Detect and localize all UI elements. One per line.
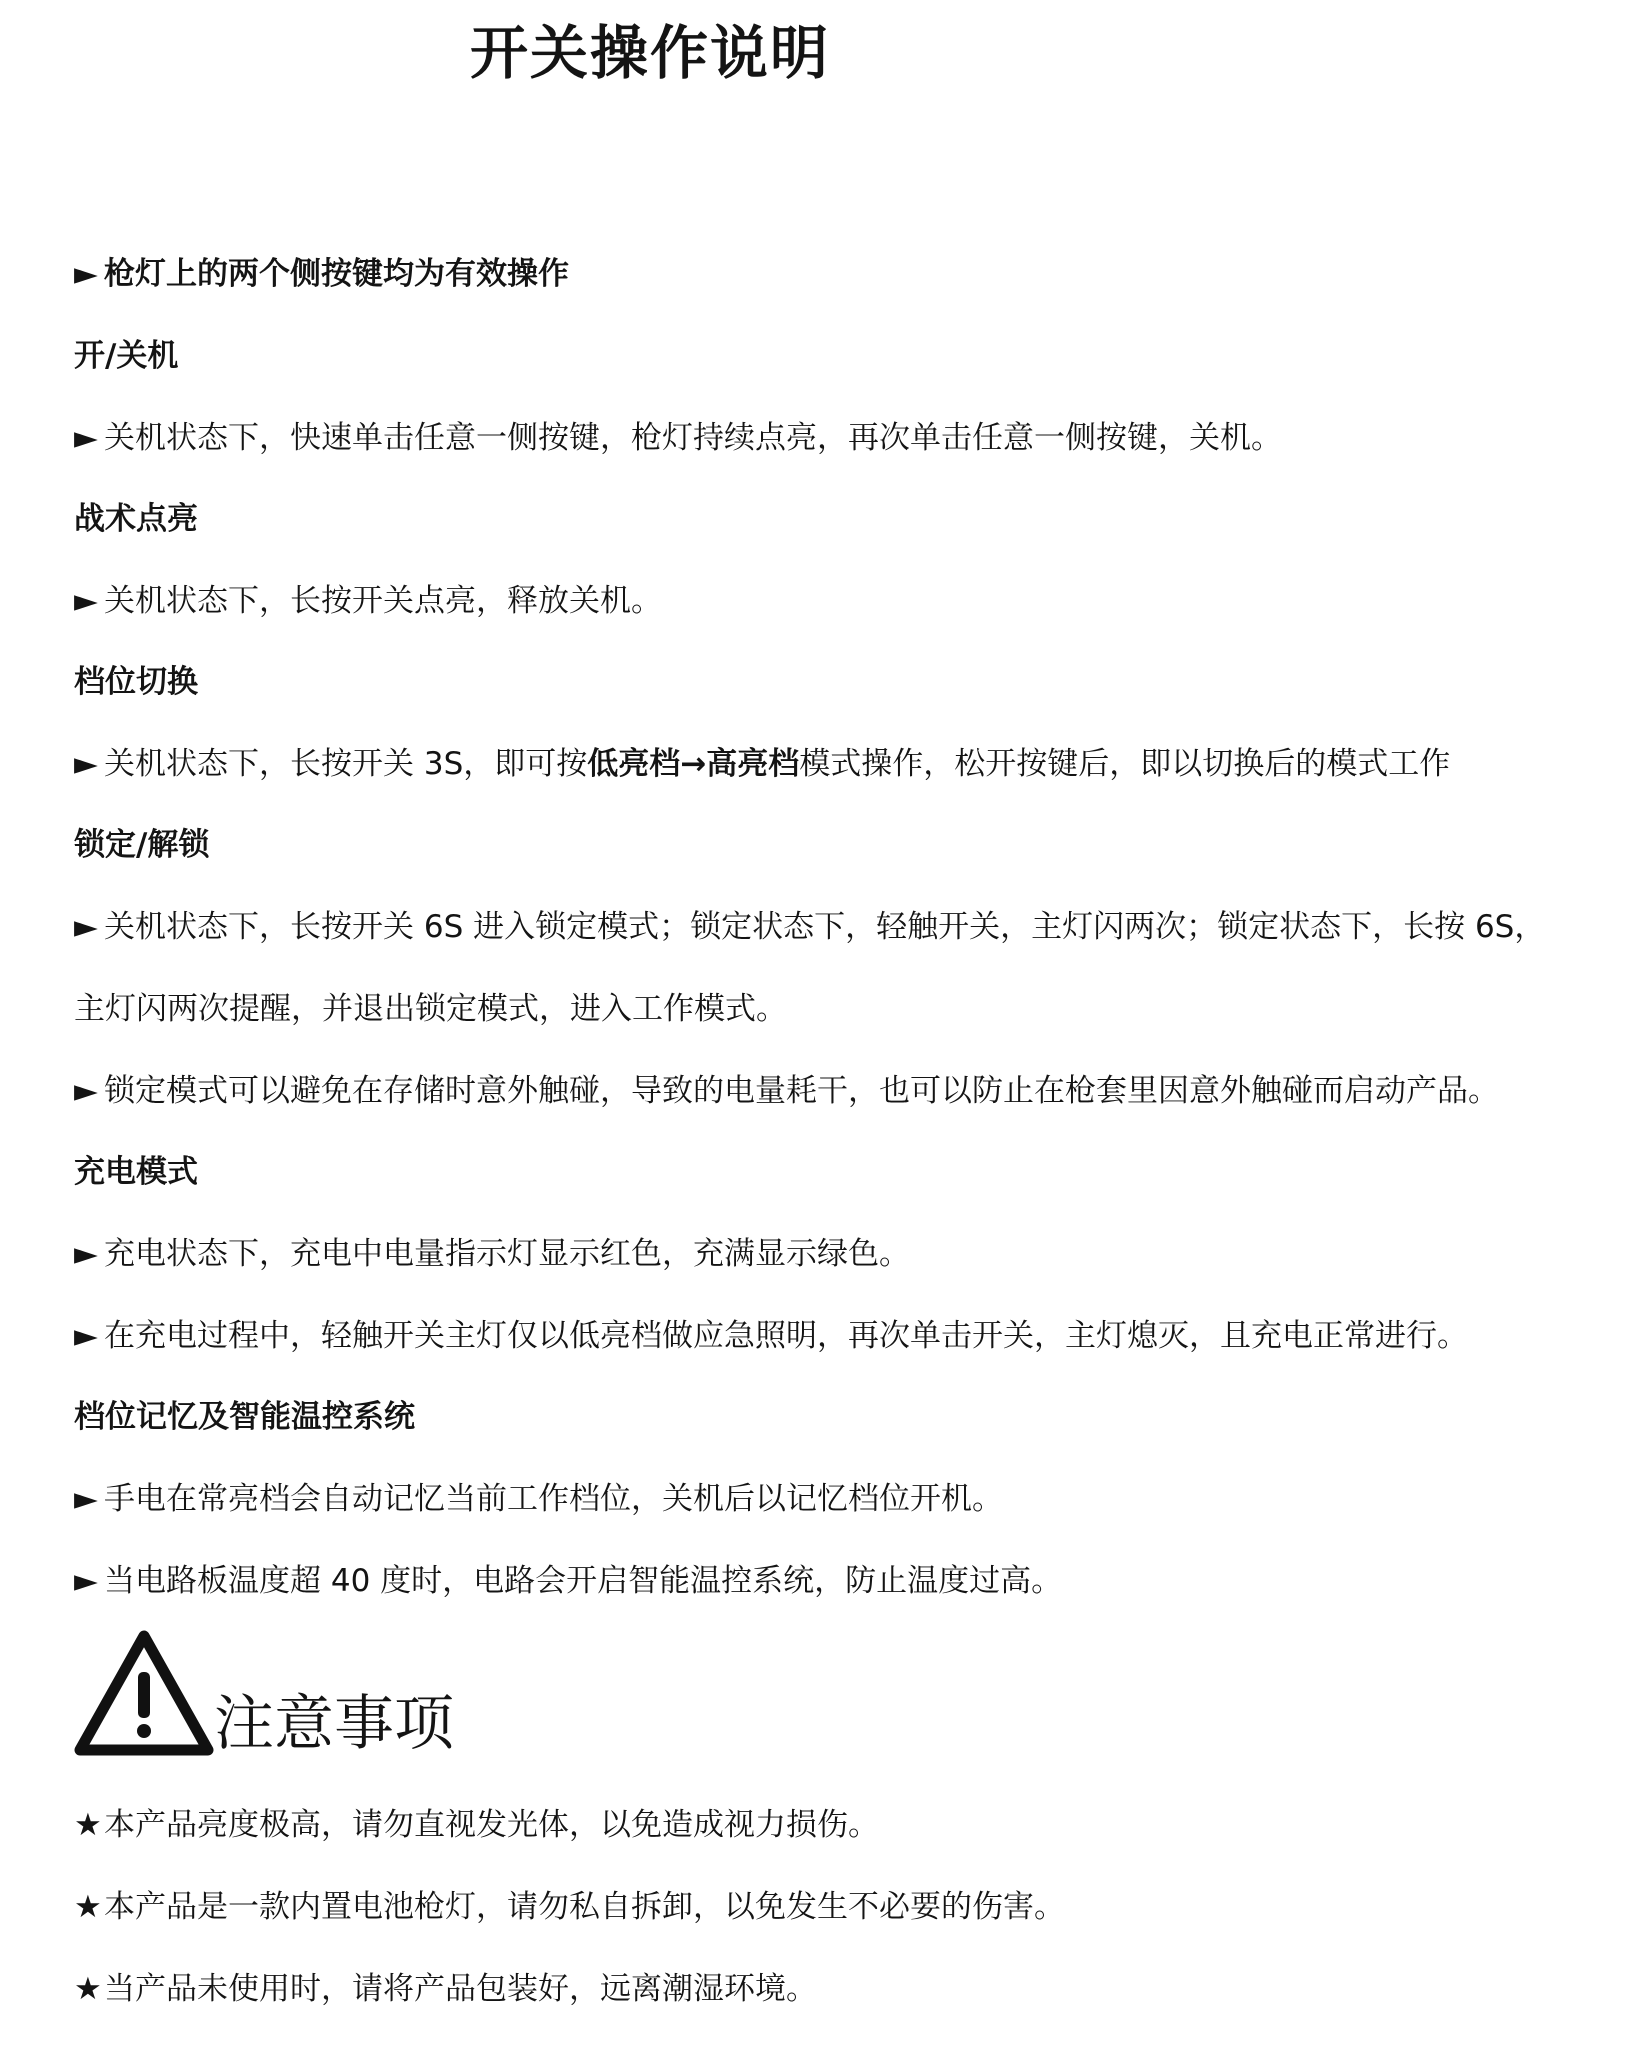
mode-line-1 xyxy=(74,744,1450,784)
bullet-arrow: ► xyxy=(74,256,98,292)
page-title: 开关操作说明 xyxy=(469,19,830,87)
bullet-arrow: ► xyxy=(74,420,98,456)
section-heading-charge: 充电模式 xyxy=(74,1154,198,1190)
lock-line-1 xyxy=(74,907,1545,947)
memory-text-1: 手电在常亮档会自动记忆当前工作档位，关机后以记忆档位开机。 xyxy=(104,1481,1003,1517)
section-heading-tactical: 战术点亮 xyxy=(74,501,198,537)
warning-title: 注意事项 xyxy=(214,1689,454,1759)
warning-item xyxy=(74,1805,879,1845)
star-icon: ★ xyxy=(74,1807,102,1843)
intro-line xyxy=(74,254,569,294)
warning-header xyxy=(74,1628,774,1768)
section-heading-lock: 锁定/解锁 xyxy=(74,827,210,863)
lock-line-3 xyxy=(74,1071,1499,1111)
charge-text-1: 充电状态下，充电中电量指示灯显示红色，充满显示绿色。 xyxy=(104,1236,910,1272)
bullet-arrow: ► xyxy=(74,1236,98,1272)
intro-text: 枪灯上的两个侧按键均为有效操作 xyxy=(104,256,569,292)
charge-line-2 xyxy=(74,1316,1468,1356)
charge-line-1 xyxy=(74,1234,910,1274)
star-icon: ★ xyxy=(74,1889,102,1925)
tactical-line-1 xyxy=(74,581,662,621)
warning-item xyxy=(74,1887,1065,1927)
warning-item-text: 本产品亮度极高，请勿直视发光体，以免造成视力损伤。 xyxy=(104,1807,879,1843)
lock-line-2: 主灯闪两次提醒，并退出锁定模式，进入工作模式。 xyxy=(74,991,787,1027)
tactical-text-1: 关机状态下，长按开关点亮，释放关机。 xyxy=(104,583,662,619)
bullet-arrow: ► xyxy=(74,1563,98,1599)
memory-line-1 xyxy=(74,1479,1003,1519)
memory-text-2: 当电路板温度超 40 度时，电路会开启智能温控系统，防止温度过高。 xyxy=(104,1563,1063,1599)
memory-line-2 xyxy=(74,1561,1062,1601)
section-heading-mode: 档位切换 xyxy=(74,664,198,700)
mode-text-post: 模式操作，松开按键后，即以切换后的模式工作 xyxy=(799,746,1451,782)
power-text-1: 关机状态下，快速单击任意一侧按键，枪灯持续点亮，再次单击任意一侧按键，关机。 xyxy=(104,420,1282,456)
bullet-arrow: ► xyxy=(74,746,98,782)
lock-text-3: 锁定模式可以避免在存储时意外触碰，导致的电量耗干，也可以防止在枪套里因意外触碰而启动产品。 xyxy=(104,1073,1499,1109)
bullet-arrow: ► xyxy=(74,1073,98,1109)
bullet-arrow: ► xyxy=(74,1318,98,1354)
bullet-arrow: ► xyxy=(74,1481,98,1517)
warning-item-text: 本产品是一款内置电池枪灯，请勿私自拆卸，以免发生不必要的伤害。 xyxy=(104,1889,1065,1925)
section-heading-power: 开/关机 xyxy=(74,338,179,374)
power-line-1 xyxy=(74,418,1282,458)
bullet-arrow: ► xyxy=(74,583,98,619)
mode-text-pre: 关机状态下，长按开关 3S，即可按 xyxy=(104,746,588,782)
section-heading-memory: 档位记忆及智能温控系统 xyxy=(74,1399,415,1435)
star-icon: ★ xyxy=(74,1971,102,2007)
lock-text-1: 关机状态下，长按开关 6S 进入锁定模式；锁定状态下，轻触开关，主灯闪两次；锁定状态下，长按 6S， xyxy=(104,909,1546,945)
mode-text-bold: 低亮档→高亮档 xyxy=(587,746,800,782)
bullet-arrow: ► xyxy=(74,909,98,945)
warning-triangle-icon xyxy=(74,1628,214,1758)
warning-item-text: 当产品未使用时，请将产品包装好，远离潮湿环境。 xyxy=(104,1971,817,2007)
warning-item xyxy=(74,1969,817,2009)
charge-text-2: 在充电过程中，轻触开关主灯仅以低亮档做应急照明，再次单击开关，主灯熄灭，且充电正常进行。 xyxy=(104,1318,1468,1354)
